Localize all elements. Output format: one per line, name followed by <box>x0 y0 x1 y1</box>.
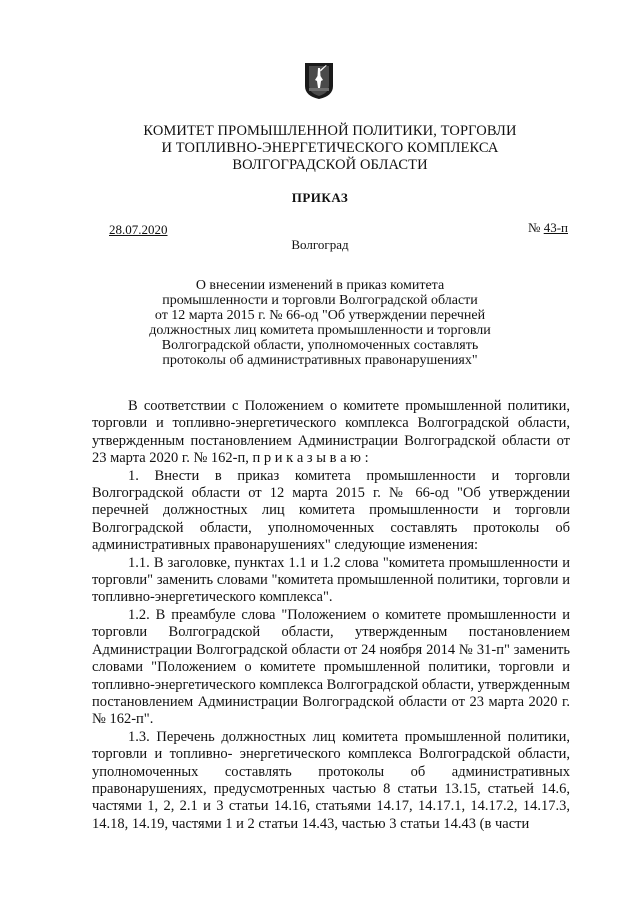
document-number-value: 43-п <box>543 220 568 235</box>
body-paragraph: 1. Внести в приказ комитета промышленности и торговли Волгоградской области от 12 марта 2015 г. № 66-од "Об утверждении перечней должностных лиц комитета промышленности и торговли Волгоградской области, уполномоченных составлять протоколы об административных правонарушениях" следующие изменения: <box>92 467 570 554</box>
document-subject <box>120 278 520 368</box>
body-paragraph: 1.2. В преамбуле слова "Положением о комитете промышленности и торговли Волгоградской области, утвержденным постановлением Администрации Волгоградской области от 24 ноября 2014 № 31-п" заменить словами "Положением о комитете промышленной политики, торговли и топливно-энергетического комплекса Волгоградской области, утвержденным постановлением Администрации Волгоградской области от 23 марта 2020 г. № 162-п". <box>92 606 570 728</box>
body-paragraph: 1.3. Перечень должностных лиц комитета промышленной политики, торговли и топливно- энергетического комплекса Волгоградской области, уполномоченных составлять протоколы об административных правонарушениях, предусмотренных частью 8 статьи 13.15, статьей 14.6, частями 1, 2, 2.1 и 3 статьи 14.16, статьями 14.17, 14.17.1, 14.17.2, 14.17.3, 14.18, 14.19, частями 1 и 2 статьи 14.43, частью 3 статьи 14.43 (в части <box>92 728 570 832</box>
subject-line: протоколы об административных правонарушениях" <box>162 353 478 368</box>
subject-line: должностных лиц комитета промышленности и торговли <box>149 323 491 338</box>
document-title: ПРИКАЗ <box>291 190 349 205</box>
subject-line: Волгоградской области, уполномоченных составлять <box>161 338 479 353</box>
header-line: ВОЛГОГРАДСКОЙ ОБЛАСТИ <box>232 157 428 173</box>
header-line: КОМИТЕТ ПРОМЫШЛЕННОЙ ПОЛИТИКИ, ТОРГОВЛИ <box>143 123 517 139</box>
organization-header <box>90 123 570 174</box>
document-number-prefix: № <box>528 220 544 235</box>
coat-of-arms-icon <box>304 62 334 100</box>
subject-line: от 12 марта 2015 г. № 66-од "Об утверждении перечней <box>154 308 486 323</box>
document-city: Волгоград <box>291 237 349 252</box>
header-line: И ТОПЛИВНО-ЭНЕРГЕТИЧЕСКОГО КОМПЛЕКСА <box>161 140 499 156</box>
body-paragraph: В соответствии с Положением о комитете промышленной политики, торговли и топливно-энергетического комплекса Волгоградской области, утвержденным постановлением Администрации Волгоградской области от 23 марта 2020 г. № 162-п, п р и к а з ы в а ю : <box>92 398 570 467</box>
document-date: 28.07.2020 <box>109 222 168 237</box>
document-body <box>92 398 570 833</box>
subject-line: промышленности и торговли Волгоградской области <box>162 293 478 308</box>
subject-line: О внесении изменений в приказ комитета <box>195 278 445 293</box>
document-number <box>528 220 568 236</box>
body-paragraph: 1.1. В заголовке, пунктах 1.1 и 1.2 слова "комитета промышленности и торговли" заменить словами "комитета промышленной политики, торговли и топливно-энергетического комплекса". <box>92 554 570 606</box>
